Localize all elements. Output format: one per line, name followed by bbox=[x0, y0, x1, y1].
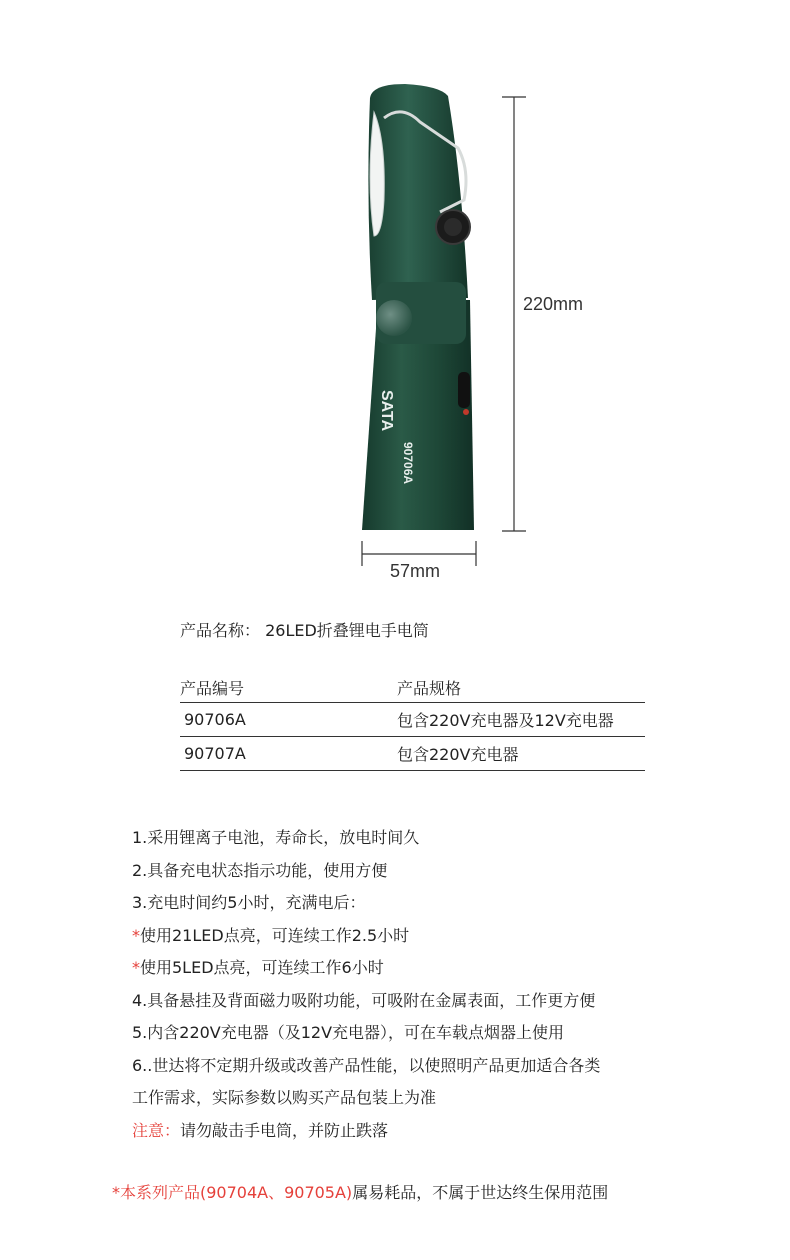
feature-list bbox=[132, 822, 600, 1147]
note-item bbox=[132, 1115, 600, 1148]
product-name: 产品名称： 26LED折叠锂电手电筒 bbox=[180, 621, 429, 640]
list-item: 3.充电时间约5小时，充满电后： bbox=[132, 893, 366, 912]
flashlight-image bbox=[0, 0, 790, 600]
star-mark: * bbox=[132, 958, 140, 977]
note-text: 请勿敲击手电筒，并防止跌落 bbox=[180, 1120, 389, 1140]
list-item: 1.采用锂离子电池，寿命长，放电时间久 bbox=[132, 828, 420, 847]
width-dimension-label: 57mm bbox=[390, 561, 441, 581]
header-product-spec: 产品规格 bbox=[397, 672, 645, 703]
cell-product-code: 90706A bbox=[180, 703, 397, 737]
star-mark: * bbox=[132, 925, 140, 945]
list-item bbox=[132, 952, 600, 985]
list-item: 5.内含220V充电器（及12V充电器），可在车载点烟器上使用 bbox=[132, 1023, 565, 1042]
table-row bbox=[180, 737, 645, 771]
model-text: 90706A bbox=[401, 442, 415, 485]
list-item: 4.具备悬挂及背面磁力吸附功能，可吸附在金属表面，工作更方便 bbox=[132, 990, 596, 1010]
product-figure bbox=[0, 0, 790, 600]
list-item: 工作需求，实际参数以购买产品包装上为准 bbox=[132, 1088, 437, 1107]
list-item bbox=[132, 920, 600, 953]
disclaimer-text: 属易耗品，不属于世达终生保用范围 bbox=[352, 1183, 609, 1202]
disclaimer-highlight: *本系列产品(90704A、90705A) bbox=[112, 1183, 353, 1202]
cell-product-spec: 包含220V充电器及12V充电器 bbox=[397, 703, 645, 737]
table-row bbox=[180, 703, 645, 737]
list-item-text: 使用21LED点亮，可连续工作2.5小时 bbox=[140, 925, 410, 945]
table-header-row bbox=[180, 672, 645, 703]
height-dimension-label: 220mm bbox=[523, 294, 584, 314]
disclaimer bbox=[112, 1180, 608, 1203]
spec-table bbox=[180, 672, 645, 771]
cell-product-spec: 包含220V充电器 bbox=[397, 737, 645, 771]
list-item-text: 使用5LED点亮，可连续工作6小时 bbox=[140, 958, 384, 977]
list-item: 2.具备充电状态指示功能，使用方便 bbox=[132, 860, 388, 880]
header-product-code: 产品编号 bbox=[180, 672, 397, 703]
cell-product-code: 90707A bbox=[180, 737, 397, 771]
brand-logo: SATA bbox=[378, 390, 395, 432]
list-item: 6..世达将不定期升级或改善产品性能，以使照明产品更加适合各类 bbox=[132, 1055, 601, 1075]
hinge-knob bbox=[376, 300, 412, 336]
note-label: 注意： bbox=[132, 1120, 181, 1140]
